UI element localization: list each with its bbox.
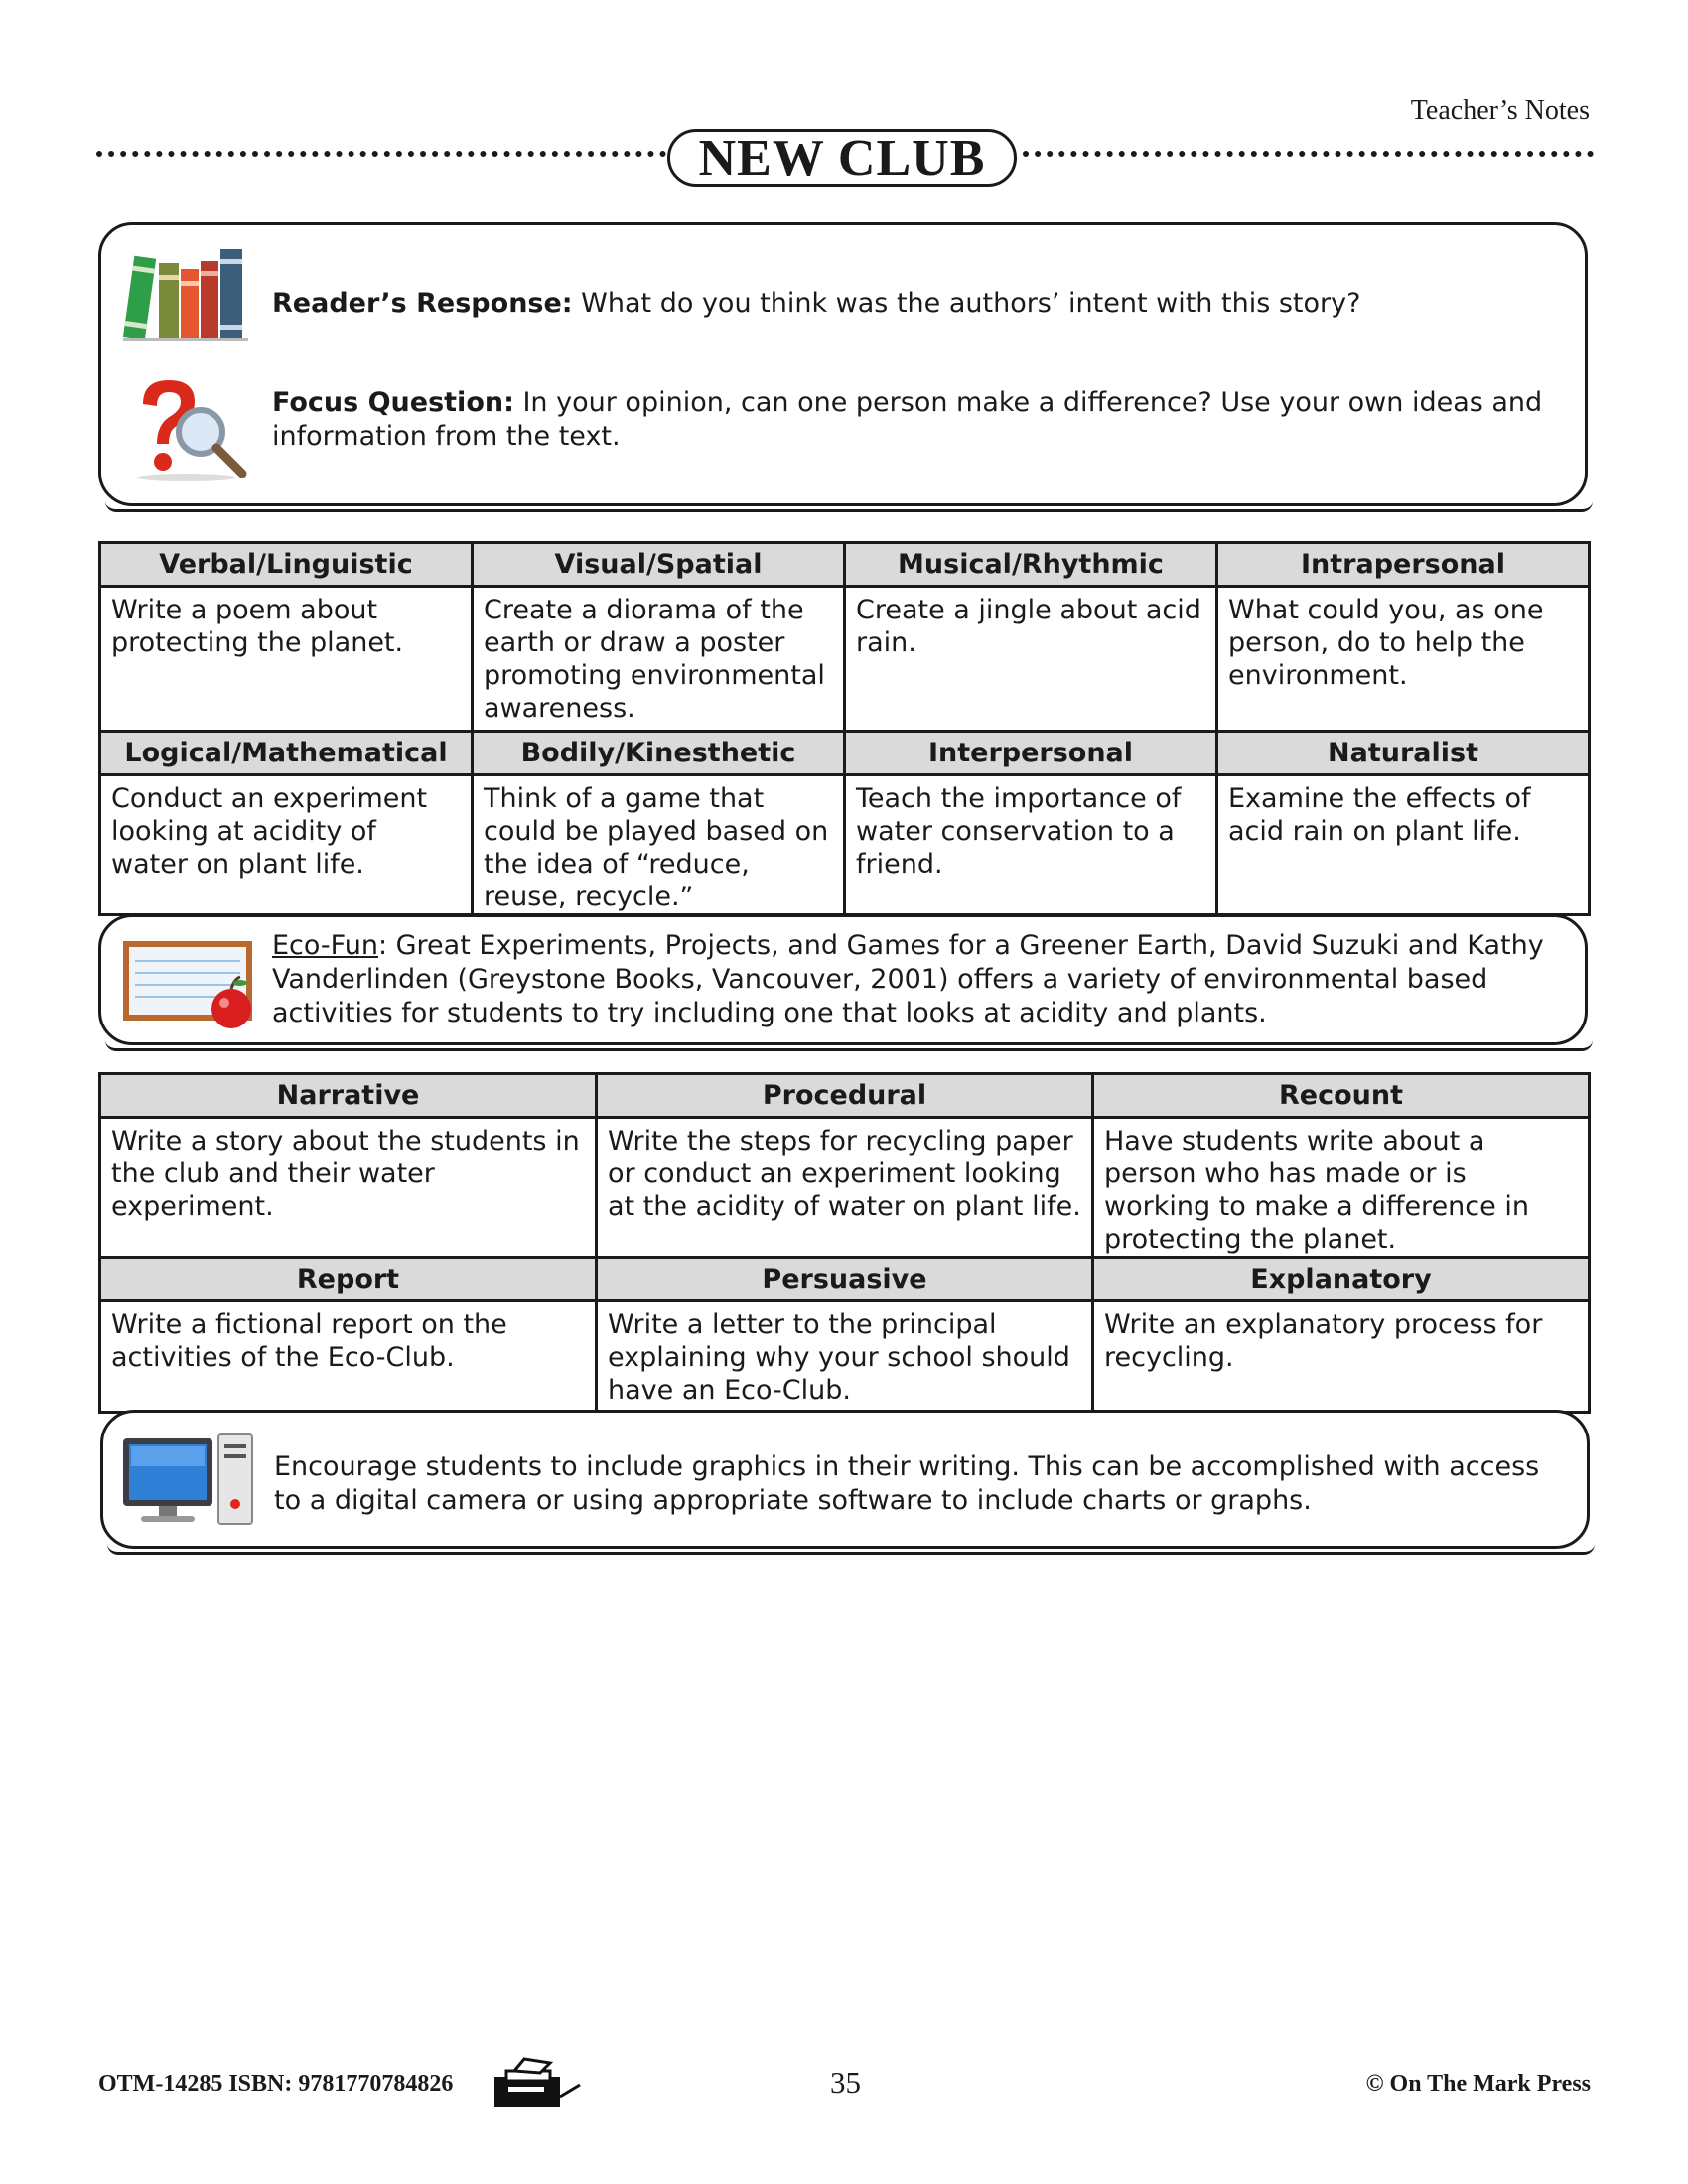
table-header: Intrapersonal [1217,543,1590,587]
graphics-box [100,1410,1590,1549]
genres-table [98,1072,1591,1414]
table-header: Verbal/Linguistic [100,543,473,587]
table-cell: Think of a game that could be played based on the idea of “reduce, reuse, recycle.” [473,775,845,915]
table-header: Procedural [597,1074,1093,1118]
table-cell: Examine the effects of acid rain on plant life. [1217,775,1590,915]
page-title: NEW CLUB [667,129,1017,187]
eco-fun-text [272,929,1583,1030]
table-cell: Write an explanatory process for recycling. [1093,1301,1590,1413]
eco-fun-box [98,914,1588,1045]
table-cell: What could you, as one person, do to help the environment. [1217,587,1590,732]
chalkboard-apple-icon [117,935,266,1034]
dotted-rule-left [96,151,666,157]
table-header: Musical/Rhythmic [845,543,1217,587]
page-number: 35 [830,2065,861,2100]
footer-copyright: © On The Mark Press [1365,2071,1591,2097]
books-icon [121,235,250,344]
table-header: Bodily/Kinesthetic [473,732,845,775]
table-header: Interpersonal [845,732,1217,775]
table-header: Recount [1093,1074,1590,1118]
table-header: Report [100,1258,597,1301]
table-header: Naturalist [1217,732,1590,775]
graphics-text: Encourage students to include graphics in their writing. This can be accomplished with access to a digital camera or using appropriate software to include charts or graphs. [274,1451,1540,1516]
table-header: Narrative [100,1074,597,1118]
table-header: Explanatory [1093,1258,1590,1301]
fax-machine-icon [489,2055,588,2111]
readers-response-label: Reader’s Response: [272,288,573,319]
table-cell: Write a letter to the principal explaining why your school should have an Eco-Club. [597,1301,1093,1413]
footer-isbn: OTM-14285 ISBN: 9781770784826 [98,2071,454,2097]
readers-response-text: What do you think was the authors’ intent with this story? [572,288,1361,319]
focus-question-label: Focus Question: [272,387,514,418]
table-cell: Have students write about a person who has made or is working to make a difference in protecting the planet. [1093,1118,1590,1258]
eco-fun-description: : Great Experiments, Projects, and Games for a Greener Earth, David Suzuki and Kathy Vanderlinden (Greystone Books, Vancouver, 2001) offers a variety of environmental based activities for students to try including one that looks at acidity and plants. [272,930,1544,1028]
focus-question-prompt [272,386,1563,454]
table-cell: Write a poem about protecting the planet. [100,587,473,732]
table-header: Persuasive [597,1258,1093,1301]
table-cell: Write the steps for recycling paper or conduct an experiment looking at the acidity of water on plant life. [597,1118,1093,1258]
focus-question-text: In your opinion, can one person make a difference? Use your own ideas and information from the text. [272,387,1543,452]
response-box [98,222,1588,506]
table-header: Logical/Mathematical [100,732,473,775]
table-cell: Teach the importance of water conservation to a friend. [845,775,1217,915]
teachers-notes-label: Teacher’s Notes [1410,95,1590,126]
table-cell: Write a story about the students in the club and their water experiment. [100,1118,597,1258]
table-cell: Write a fictional report on the activities of the Eco-Club. [100,1301,597,1413]
question-magnifier-icon [123,374,252,483]
table-cell: Conduct an experiment looking at acidity of water on plant life. [100,775,473,915]
table-header: Visual/Spatial [473,543,845,587]
computer-icon [119,1433,258,1532]
dotted-rule-right [1023,151,1594,157]
readers-response-prompt [272,287,1563,321]
table-cell: Create a jingle about acid rain. [845,587,1217,732]
intelligences-table [98,541,1591,916]
eco-fun-book-title: Eco-Fun [272,930,378,961]
table-cell: Create a diorama of the earth or draw a poster promoting environmental awareness. [473,587,845,732]
